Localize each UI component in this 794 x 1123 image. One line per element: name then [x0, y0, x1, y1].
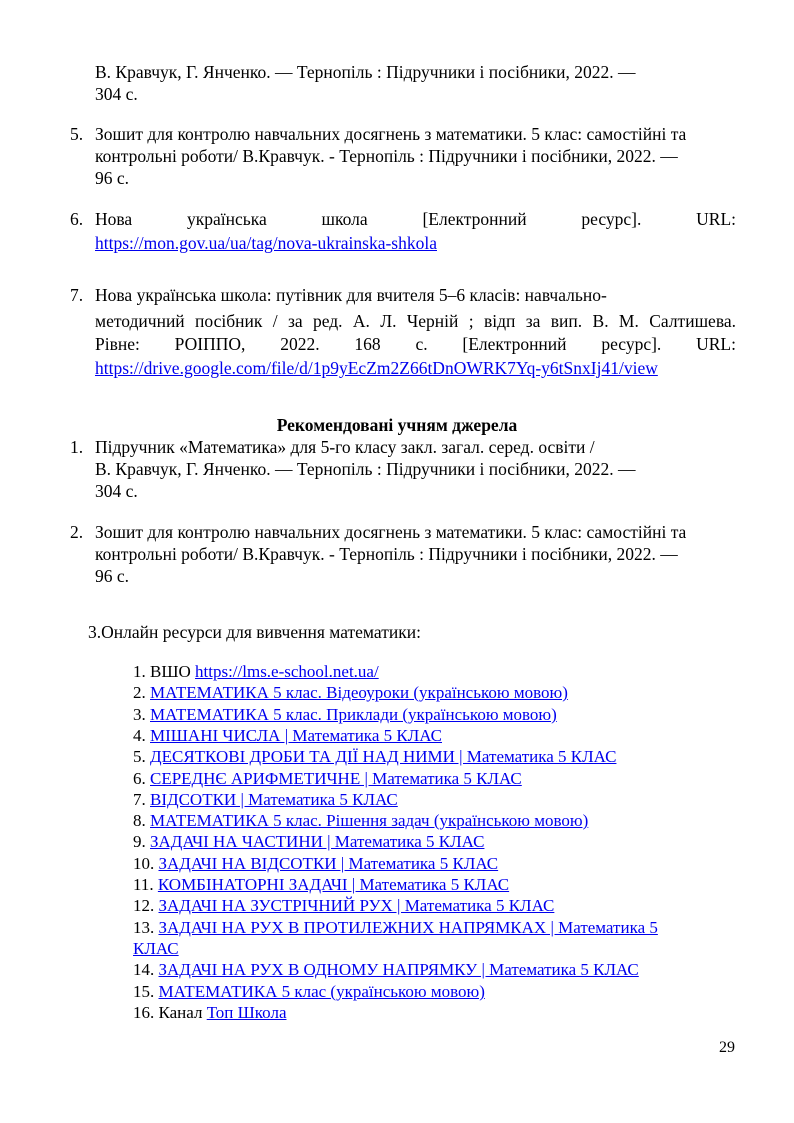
page-number: 29	[719, 1039, 735, 1056]
online-resource-number: 3.	[133, 705, 146, 724]
online-resource-link[interactable]: МАТЕМАТИКА 5 клас (українською мовою)	[158, 982, 485, 1001]
online-resource-link[interactable]: ЗАДАЧІ НА РУХ В ОДНОМУ НАПРЯМКУ | Математика 5 КЛАС	[158, 960, 639, 979]
online-resource-item	[133, 683, 568, 703]
ref-7-line3: Рівне: РОІППО, 2022. 168 с. [Електронний ресурс]. URL:	[95, 334, 736, 354]
ref-5-number: 5.	[70, 124, 84, 144]
online-resource-item	[133, 705, 557, 725]
online-resource-number: 14.	[133, 960, 155, 979]
online-resource-number: 4.	[133, 726, 146, 745]
ref-4-continuation-line2: 304 с.	[95, 84, 138, 104]
online-resource-item	[133, 790, 398, 810]
online-resource-number: 2.	[133, 683, 146, 702]
online-resource-number: 1.	[133, 662, 146, 681]
online-resource-item	[133, 832, 484, 852]
online-resource-number: 6.	[133, 769, 146, 788]
ref-6-link[interactable]: https://mon.gov.ua/ua/tag/nova-ukrainska-shkola	[95, 233, 437, 253]
online-resource-link[interactable]: МАТЕМАТИКА 5 клас. Відеоуроки (українською мовою)	[150, 683, 568, 702]
ref-5-line1: Зошит для контролю навчальних досягнень з математики. 5 клас: самостійні та	[95, 124, 687, 144]
online-resource-link[interactable]: ВІДСОТКИ | Математика 5 КЛАС	[150, 790, 398, 809]
student-ref-2-line3: 96 с.	[95, 566, 130, 586]
online-resource-prefix: ВШО	[150, 662, 196, 681]
online-resources-heading: 3.Онлайн ресурси для вивчення математики:	[88, 622, 421, 642]
online-resource-number: 11.	[133, 875, 154, 894]
online-resource-item	[133, 960, 639, 980]
online-resource-link[interactable]: https://lms.e-school.net.ua/	[195, 662, 379, 681]
student-ref-1-number: 1.	[70, 437, 84, 457]
online-resource-link[interactable]: Топ Школа	[206, 1003, 287, 1022]
online-resource-number: 13.	[133, 918, 155, 937]
section-heading: Рекомендовані учням джерела	[276, 415, 518, 435]
online-resource-number: 7.	[133, 790, 146, 809]
online-resource-item	[133, 1003, 287, 1023]
ref-5-line2: контрольні роботи/ В.Кравчук. - Тернопіль : Підручники і посібники, 2022. —	[95, 146, 678, 166]
online-resource-number: 9.	[133, 832, 146, 851]
online-resource-item	[133, 811, 588, 831]
ref-5-line3: 96 с.	[95, 168, 130, 188]
online-resource-link[interactable]: МАТЕМАТИКА 5 клас. Приклади (українською мовою)	[150, 705, 557, 724]
online-resource-number: 8.	[133, 811, 146, 830]
online-resource-item	[133, 662, 379, 682]
online-resource-number: 10.	[133, 854, 155, 873]
online-resource-link[interactable]: ЗАДАЧІ НА ВІДСОТКИ | Математика 5 КЛАС	[158, 854, 499, 873]
ref-7-number: 7.	[70, 285, 84, 305]
online-resource-link[interactable]: ДЕСЯТКОВІ ДРОБИ ТА ДІЇ НАД НИМИ | Математика 5 КЛАС	[150, 747, 617, 766]
ref-6-line1: Нова українська школа [Електронний ресурс]. URL:	[95, 209, 736, 229]
student-ref-2-number: 2.	[70, 522, 84, 542]
online-resource-item	[133, 747, 616, 767]
ref-7-line2: методичний посібник / за ред. А. Л. Черній ; відп за вип. В. М. Салтишева.	[95, 311, 736, 331]
online-resource-link[interactable]: СЕРЕДНЄ АРИФМЕТИЧНЕ | Математика 5 КЛАС	[150, 769, 522, 788]
online-resource-item	[133, 769, 522, 789]
online-resource-item	[133, 875, 509, 895]
online-resource-item	[133, 918, 658, 938]
online-resource-prefix: Канал	[158, 1003, 207, 1022]
ref-6-number: 6.	[70, 209, 84, 229]
student-ref-2-line2: контрольні роботи/ В.Кравчук. - Тернопіль : Підручники і посібники, 2022. —	[95, 544, 678, 564]
online-resource-item	[133, 982, 485, 1002]
online-resource-link[interactable]: МІШАНІ ЧИСЛА | Математика 5 КЛАС	[150, 726, 442, 745]
ref-7-line1: Нова українська школа: путівник для вчителя 5–6 класів: навчально-	[95, 285, 607, 305]
online-resource-link[interactable]: МАТЕМАТИКА 5 клас. Рішення задач (українською мовою)	[150, 811, 589, 830]
online-resource-item	[133, 854, 498, 874]
ref-7-link[interactable]: https://drive.google.com/file/d/1p9yEcZm2Z66tDnOWRK7Yq-y6tSnxIj41/view	[95, 358, 658, 378]
online-resource-link-continuation[interactable]: КЛАС	[133, 939, 179, 958]
online-resource-number: 16.	[133, 1003, 155, 1022]
student-ref-1-line3: 304 с.	[95, 481, 138, 501]
online-resource-link[interactable]: ЗАДАЧІ НА ЗУСТРІЧНИЙ РУХ | Математика 5 КЛАС	[158, 896, 555, 915]
student-ref-1-line1: Підручник «Математика» для 5-го класу закл. загал. серед. освіти /	[95, 437, 595, 457]
online-resource-number: 15.	[133, 982, 155, 1001]
online-resource-item	[133, 896, 554, 916]
online-resource-number: 12.	[133, 896, 155, 915]
student-ref-1-line2: В. Кравчук, Г. Янченко. — Тернопіль : Підручники і посібники, 2022. —	[95, 459, 636, 479]
student-ref-2-line1: Зошит для контролю навчальних досягнень з математики. 5 клас: самостійні та	[95, 522, 687, 542]
online-resource-link[interactable]: ЗАДАЧІ НА РУХ В ПРОТИЛЕЖНИХ НАПРЯМКАХ | Математика 5	[158, 918, 658, 937]
online-resource-item	[133, 726, 442, 746]
online-resource-link[interactable]: КОМБІНАТОРНІ ЗАДАЧІ | Математика 5 КЛАС	[157, 875, 510, 894]
online-resource-number: 5.	[133, 747, 146, 766]
ref-4-continuation-line1: В. Кравчук, Г. Янченко. — Тернопіль : Підручники і посібники, 2022. —	[95, 62, 636, 82]
online-resource-link[interactable]: ЗАДАЧІ НА ЧАСТИНИ | Математика 5 КЛАС	[150, 832, 485, 851]
